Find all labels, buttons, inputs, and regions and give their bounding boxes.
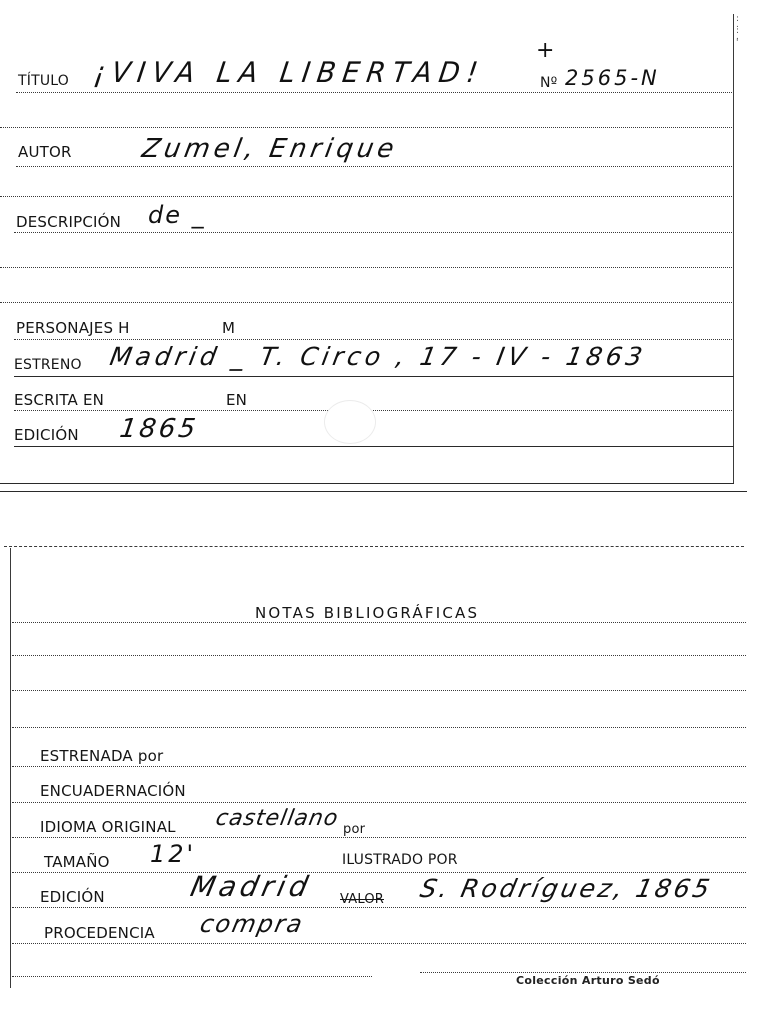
- back-bottom-line-right: [420, 972, 746, 973]
- procedencia-label: PROCEDENCIA: [44, 924, 155, 942]
- autor-label: AUTOR: [18, 143, 72, 161]
- rule-2: [0, 196, 734, 197]
- back-edicion-label: EDICIÓN: [40, 888, 105, 906]
- notas-line-4: [12, 727, 746, 728]
- idioma-por-label: por: [343, 822, 366, 837]
- catalog-card-front: [0, 0, 759, 495]
- estreno-value: Madrid _ T. Circo , 17 - IV - 1863: [107, 342, 649, 371]
- sheet-divider: [0, 491, 747, 492]
- titulo-line: [16, 92, 734, 93]
- back-left-edge: [10, 548, 11, 988]
- autor-line: [16, 166, 734, 167]
- estreno-label: ESTRENO: [14, 357, 82, 373]
- escrita-en-label: EN: [226, 391, 248, 409]
- notas-line-3: [12, 690, 746, 691]
- notas-title: NOTAS BIBLIOGRÁFICAS: [255, 604, 480, 622]
- rule-1: [0, 127, 734, 128]
- personajes-line: [14, 339, 734, 340]
- idioma-line: [12, 837, 746, 838]
- cross-mark: +: [536, 38, 558, 63]
- procedencia-line: [12, 943, 746, 944]
- descripcion-line-3: [0, 302, 734, 303]
- idioma-label: IDIOMA ORIGINAL: [40, 818, 176, 836]
- estrenada-line: [12, 766, 746, 767]
- numero-value: 2565-N: [565, 66, 660, 90]
- punch-hole: [324, 400, 376, 444]
- encuadernacion-label: ENCUADERNACIÓN: [40, 782, 186, 800]
- collection-stamp: Colección Arturo Sedó: [516, 974, 660, 987]
- personajes-label: PERSONAJES H: [16, 319, 130, 337]
- edicion-valor-line: [12, 907, 746, 908]
- encuadernacion-line: [12, 802, 746, 803]
- personajes-m-label: M: [222, 319, 236, 337]
- tamano-label: TAMAÑO: [44, 853, 110, 871]
- numero-label: Nº: [540, 75, 558, 91]
- card-bottom-edge: [0, 483, 734, 484]
- scan-specks: : . : . ': [736, 14, 741, 48]
- autor-value: Zumel, Enrique: [139, 134, 401, 164]
- estreno-line: [14, 376, 734, 377]
- back-bottom-line: [12, 976, 372, 977]
- catalog-card-back: [0, 540, 759, 1028]
- edicion-label: EDICIÓN: [14, 426, 79, 444]
- valor-value: S. Rodríguez, 1865: [417, 874, 716, 903]
- back-top-edge: [4, 546, 744, 547]
- titulo-value: ¡VIVA LA LIBERTAD!: [91, 56, 487, 90]
- escrita-label: ESCRITA EN: [14, 391, 105, 409]
- valor-label: VALOR: [340, 892, 384, 907]
- estrenada-label: ESTRENADA por: [40, 747, 164, 765]
- back-edicion-value: Madrid: [187, 870, 315, 903]
- notas-line-2: [12, 655, 746, 656]
- edicion-line: [14, 446, 734, 447]
- titulo-label: TÍTULO: [18, 73, 69, 89]
- descripcion-label: DESCRIPCIÓN: [16, 213, 122, 231]
- descripcion-line: [14, 232, 734, 233]
- idioma-value: castellano: [213, 806, 341, 831]
- notas-line-1: [12, 622, 746, 623]
- procedencia-value: compra: [197, 910, 307, 938]
- ilustrado-label: ILUSTRADO POR: [342, 852, 458, 868]
- edicion-value: 1865: [117, 414, 201, 444]
- descripcion-line-2: [0, 267, 734, 268]
- card-right-edge: [733, 14, 734, 484]
- tamano-value: 12': [150, 840, 197, 868]
- tamano-line: [12, 872, 746, 873]
- escrita-line: [14, 410, 734, 411]
- descripcion-value: de _: [148, 201, 206, 229]
